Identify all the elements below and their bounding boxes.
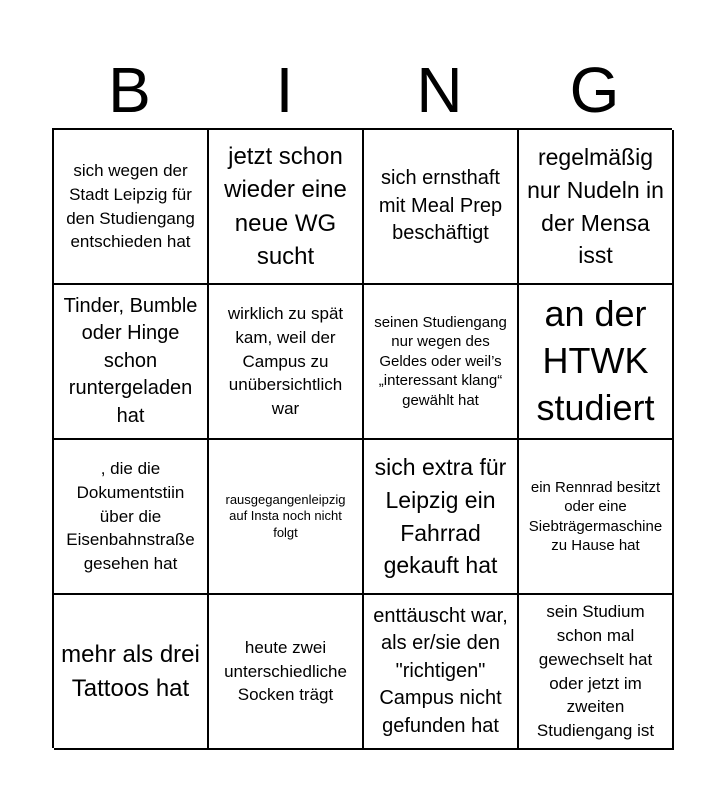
- header-letter-i: I: [275, 54, 294, 126]
- cell-text: seinen Studiengang nur wegen des Geldes oder weil’s „interessant klang“ gewählt hat: [374, 313, 507, 409]
- bingo-board: [52, 128, 672, 748]
- bingo-cell[interactable]: [364, 595, 519, 750]
- cell-text: wirklich zu spät kam, weil der Campus zu unübersichtlich war: [227, 304, 344, 419]
- cell-text: enttäuscht war, als er/sie den "richtigen" Campus nicht gefunden hat: [373, 604, 508, 737]
- bingo-cell[interactable]: [54, 130, 209, 285]
- bingo-cell[interactable]: [54, 440, 209, 595]
- cell-text: mehr als drei Tattoos hat: [61, 641, 200, 702]
- cell-text: jetzt schon wieder eine neue WG sucht: [224, 143, 347, 270]
- bingo-header: [52, 52, 672, 128]
- bingo-cell[interactable]: [519, 130, 674, 285]
- bingo-cell[interactable]: [209, 130, 364, 285]
- bingo-cell[interactable]: [364, 130, 519, 285]
- header-letter-g: G: [569, 54, 620, 126]
- bingo-cell[interactable]: [519, 285, 674, 440]
- cell-text: heute zwei unterschiedliche Socken trägt: [224, 637, 347, 705]
- header-letter-n: N: [416, 54, 463, 126]
- cell-text: sein Studium schon mal gewechselt hat oder jetzt im zweiten Studiengang ist: [536, 602, 655, 741]
- cell-text: Tinder, Bumble oder Hinge schon runtergeladen hat: [63, 294, 198, 427]
- bingo-cell[interactable]: [364, 285, 519, 440]
- bingo-cell[interactable]: [364, 440, 519, 595]
- bingo-cell[interactable]: [519, 595, 674, 750]
- bingo-cell[interactable]: [54, 595, 209, 750]
- bingo-cell[interactable]: [54, 285, 209, 440]
- cell-text: , die die Dokumentstiin über die Eisenbahnstraße gesehen hat: [66, 459, 195, 574]
- bingo-cell[interactable]: [209, 285, 364, 440]
- cell-text: sich wegen der Stadt Leipzig für den Studiengang entschieden hat: [66, 160, 195, 252]
- cell-text: an der HTWK studiert: [536, 293, 655, 428]
- bingo-cell[interactable]: [519, 440, 674, 595]
- cell-text: sich ernsthaft mit Meal Prep beschäftigt: [378, 167, 503, 245]
- bingo-cell[interactable]: [209, 440, 364, 595]
- cell-text: rausgegangenleipzig auf Insta noch nicht folgt: [225, 492, 346, 540]
- cell-text: sich extra für Leipzig ein Fahrrad gekauft hat: [374, 454, 507, 579]
- cell-text: ein Rennrad besitzt oder eine Siebträgermaschine zu Hause hat: [528, 478, 663, 554]
- bingo-cell[interactable]: [209, 595, 364, 750]
- header-letter-b: B: [108, 54, 151, 126]
- cell-text: regelmäßig nur Nudeln in der Mensa isst: [527, 144, 664, 269]
